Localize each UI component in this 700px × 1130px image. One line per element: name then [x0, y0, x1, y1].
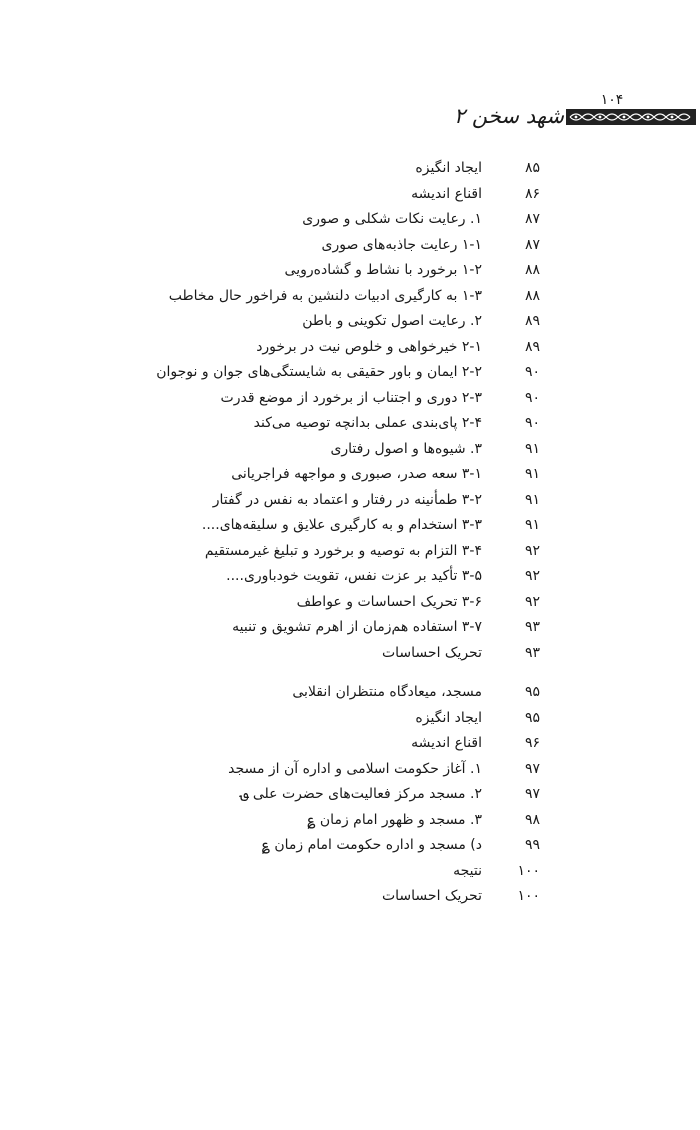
toc-page-number: ۸۷ [524, 236, 540, 253]
toc-page-number: ۸۷ [524, 211, 540, 227]
toc-entry-title: اقناع اندیشه [411, 735, 482, 751]
toc-entry-title: ۳. شیوه‌ها و اصول رفتاری [330, 440, 482, 457]
toc-entry-title: ۲-۱ خیرخواهی و خلوص نیت در برخورد [256, 338, 482, 355]
toc-page-number: ۹۲ [524, 542, 540, 559]
toc-page-number: ۹۹ [524, 837, 540, 853]
toc-entry [140, 309, 540, 335]
toc-page-number: ۹۷ [524, 786, 540, 802]
book-title: شهد سخن ۲ [453, 104, 564, 128]
toc-page-number: ۱۰۰ [517, 862, 540, 879]
toc-page-number: ۹۰ [524, 364, 540, 380]
toc-entry [140, 706, 540, 732]
toc-entry [140, 437, 540, 463]
toc-page-number: ۸۸ [524, 262, 540, 278]
toc-entry-title: ایجاد انگیزه [415, 160, 482, 176]
toc-entry [140, 590, 540, 616]
toc-entry-title: ۲-۳ دوری و اجتناب از برخورد از موضع قدرت [220, 389, 482, 406]
toc-entry-title: ۱-۳ به کارگیری ادبیات دلنشین به فراخور حال مخاطب [168, 287, 482, 304]
toc-page-number: ۹۳ [524, 619, 540, 635]
toc-entry [140, 539, 540, 565]
toc-page-number: ۱۰۰ [517, 888, 540, 904]
toc-entry [140, 182, 540, 208]
toc-entry [140, 284, 540, 310]
toc-page-number: ۹۳ [524, 644, 540, 661]
toc-entry [140, 884, 540, 910]
toc-page-number: ۹۶ [524, 735, 540, 751]
toc-entry-title: ۳-۷ استفاده هم‌زمان از اهرم تشویق و تنبیه [232, 619, 482, 635]
toc-entry-title: ۱. رعایت نکات شکلی و صوری [302, 211, 482, 227]
toc-entry-title: ۲-۲ ایمان و باور حقیقی به شایستگی‌های جوان و نوجوان [156, 364, 482, 380]
toc-entry-title: نتیجه [453, 862, 482, 879]
toc-entry [140, 641, 540, 667]
toc-entry [140, 680, 540, 706]
toc-entry [140, 386, 540, 412]
toc-entry-title: ۳. مسجد و ظهور امام زمان ؏ [307, 811, 482, 828]
toc-page-number: ۸۹ [524, 313, 540, 329]
decorative-border-icon [566, 108, 696, 126]
toc-entry-title: ایجاد انگیزه [415, 709, 482, 726]
toc-entry-title: ۳-۳ استخدام و به کارگیری علایق و سلیقه‌های.... [201, 517, 482, 533]
table-of-contents [140, 156, 540, 910]
toc-page-number: ۹۰ [524, 415, 540, 431]
toc-entry [140, 859, 540, 885]
toc-entry [140, 258, 540, 284]
toc-entry-title: تحریک احساسات [381, 644, 482, 661]
toc-page-number: ۹۵ [524, 709, 540, 726]
toc-page-number: ۹۲ [524, 568, 540, 584]
toc-entry [140, 233, 540, 259]
toc-entry-title: ۲. رعایت اصول تکوینی و باطن [302, 313, 482, 329]
toc-entry-title: ۲-۴ پای‌بندی عملی بدانچه توصیه می‌کند [253, 415, 482, 431]
toc-entry [140, 782, 540, 808]
page-number: ۱۰۴ [600, 92, 624, 108]
toc-entry [140, 731, 540, 757]
toc-page-number: ۹۰ [524, 389, 540, 406]
toc-entry [140, 488, 540, 514]
toc-entry-title: ۱-۱ رعایت جاذبه‌های صوری [321, 236, 482, 253]
toc-entry [140, 757, 540, 783]
toc-entry [140, 615, 540, 641]
toc-page-number: ۸۶ [524, 185, 540, 202]
toc-page-number: ۸۹ [524, 338, 540, 355]
toc-entry-title: مسجد، میعادگاه منتظران انقلابی [292, 684, 482, 700]
toc-page-number: ۸۸ [524, 287, 540, 304]
toc-entry-title: ۳-۶ تحریک احساسات و عواطف [296, 593, 482, 610]
toc-entry-title: ۳-۲ طمأنینه در رفتار و اعتماد به نفس در گفتار [212, 491, 482, 508]
toc-entry-title: ۳-۱ سعه صدر، صبوری و مواجهه فراجریانی [231, 466, 482, 482]
toc-page-number: ۹۲ [524, 593, 540, 610]
toc-entry-title: ۳-۵ تأکید بر عزت نفس، تقویت خودباوری.... [226, 568, 482, 584]
toc-page-number: ۹۷ [524, 760, 540, 777]
toc-entry [140, 833, 540, 859]
toc-entry-title: د) مسجد و اداره حکومت امام زمان ؏ [261, 837, 482, 853]
toc-entry-title: تحریک احساسات [381, 888, 482, 904]
toc-entry-title: ۱-۲ برخورد با نشاط و گشاده‌رویی [284, 262, 482, 278]
toc-page-number: ۹۱ [524, 440, 540, 457]
toc-page-number: ۹۸ [524, 811, 540, 828]
page-header [0, 80, 700, 140]
toc-entry [140, 207, 540, 233]
toc-page-number: ۹۱ [524, 491, 540, 508]
toc-page-number: ۹۱ [524, 517, 540, 533]
toc-entry [140, 564, 540, 590]
toc-page-number: ۹۱ [524, 466, 540, 482]
toc-entry [140, 156, 540, 182]
toc-entry [140, 411, 540, 437]
toc-entry-title: ۲. مسجد مرکز فعالیت‌های حضرت علی ؈ [240, 786, 482, 802]
toc-entry [140, 808, 540, 834]
toc-entry [140, 335, 540, 361]
toc-entry [140, 360, 540, 386]
toc-page-number: ۸۵ [524, 160, 540, 176]
toc-entry [140, 513, 540, 539]
toc-entry [140, 462, 540, 488]
toc-entry-title: اقناع اندیشه [411, 185, 482, 202]
toc-page-number: ۹۵ [524, 684, 540, 700]
toc-entry-title: ۱. آغاز حکومت اسلامی و اداره آن از مسجد [228, 760, 482, 777]
toc-entry-title: ۳-۴ التزام به توصیه و برخورد و تبلیغ غیرمستقیم [204, 542, 482, 559]
